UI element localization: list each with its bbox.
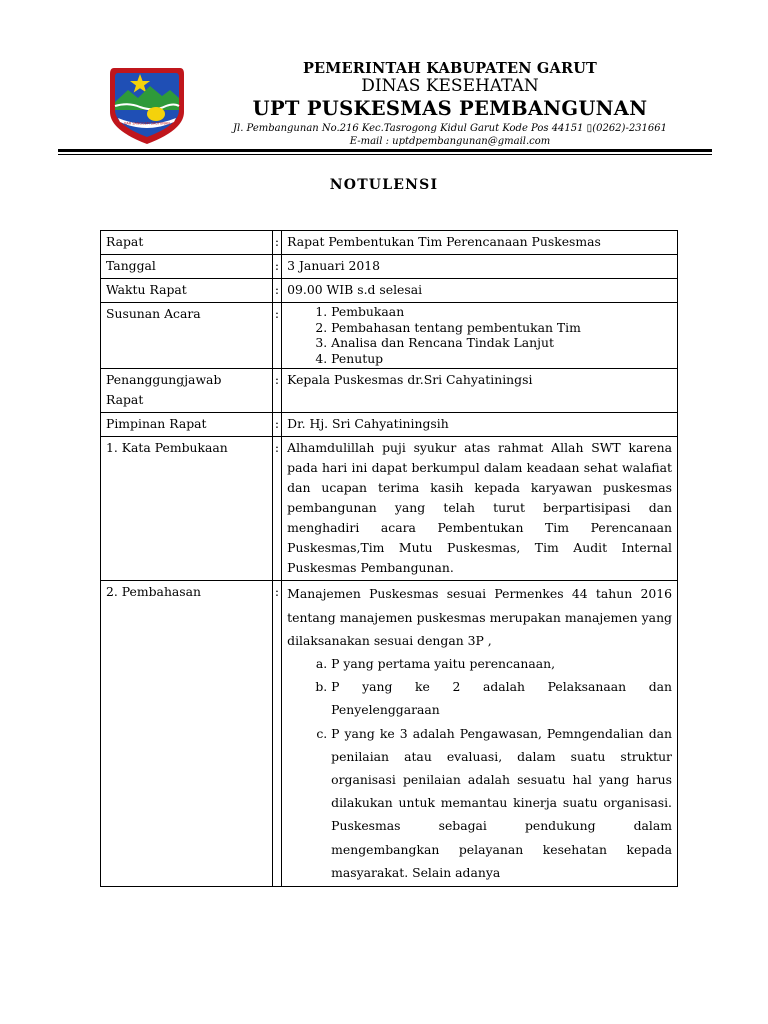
separator: : xyxy=(272,303,281,369)
letterhead-government: PEMERINTAH KABUPATEN GARUT xyxy=(302,60,598,77)
minutes-table xyxy=(100,230,678,887)
value-waktu: 09.00 WIB s.d selesai xyxy=(282,279,678,303)
label-line: Penanggungjawab xyxy=(106,372,222,388)
label-susunan-acara: Susunan Acara xyxy=(101,303,273,369)
row-pimpinan xyxy=(101,413,678,437)
letterhead-address: Jl. Pembangunan No.216 Kec.Tasrogong Kidul Garut Kode Pos 44151 ▯(0262)-231661 xyxy=(232,123,667,134)
kabupaten-garut-logo xyxy=(104,60,190,146)
row-susunan-acara xyxy=(101,303,678,369)
letterhead-unit: UPT PUSKESMAS PEMBANGUNAN xyxy=(252,97,648,120)
separator: : xyxy=(272,279,281,303)
label-pembahasan: 2. Pembahasan xyxy=(101,581,273,887)
agenda-item: 4. Penutup xyxy=(331,351,672,367)
value-pimpinan: Dr. Hj. Sri Cahyatiningsih xyxy=(282,413,678,437)
row-penanggungjawab xyxy=(101,369,678,413)
row-waktu xyxy=(101,279,678,303)
value-penanggungjawab: Kepala Puskesmas dr.Sri Cahyatiningsi xyxy=(282,369,678,413)
separator: : xyxy=(272,437,281,581)
document-title: NOTULENSI xyxy=(329,177,439,193)
letterhead-rule-thin xyxy=(58,154,712,155)
separator: : xyxy=(272,255,281,279)
row-kata-pembukaan xyxy=(101,437,678,581)
letterhead-email: E-mail : uptdpembangunan@gmail.com xyxy=(349,136,551,147)
separator: : xyxy=(272,581,281,887)
pembahasan-intro: Manajemen Puskesmas sesuai Permenkes 44 tahun 2016 tentang manajemen puskesmas merupakan manajemen yang dilaksanakan sesuai dengan 3P , xyxy=(287,586,672,648)
row-tanggal xyxy=(101,255,678,279)
label-rapat: Rapat xyxy=(101,231,273,255)
agenda-item: 2. Pembahasan tentang pembentukan Tim xyxy=(331,320,672,336)
value-susunan-acara xyxy=(282,303,678,369)
separator: : xyxy=(272,231,281,255)
row-pembahasan xyxy=(101,581,678,887)
label-tanggal: Tanggal xyxy=(101,255,273,279)
letterhead-agency: DINAS KESEHATAN xyxy=(361,76,539,96)
value-pembahasan xyxy=(282,581,678,887)
label-kata-pembukaan: 1. Kata Pembukaan xyxy=(101,437,273,581)
separator: : xyxy=(272,369,281,413)
pembahasan-item: b. P yang ke 2 adalah Pelaksanaan dan Penyelenggaraan xyxy=(331,675,672,721)
pembahasan-list xyxy=(287,652,672,884)
row-rapat xyxy=(101,231,678,255)
letterhead xyxy=(200,60,700,148)
label-pimpinan: Pimpinan Rapat xyxy=(101,413,273,437)
value-rapat: Rapat Pembentukan Tim Perencanaan Puskesmas xyxy=(282,231,678,255)
label-penanggungjawab xyxy=(101,369,273,413)
label-line: Rapat xyxy=(106,392,144,408)
separator: : xyxy=(272,413,281,437)
pembahasan-item: c. P yang ke 3 adalah Pengawasan, Pemngendalian dan penilaian atau evaluasi, dalam suatu struktur organisasi penilaian adalah sesuatu hal yang harus dilakukan untuk memantau kinerja suatu organisasi. Puskesmas sebagai pendukung dalam mengembangkan pelayanan kesehatan kepada masyarakat. Selain adanya xyxy=(331,722,672,884)
agenda-list xyxy=(287,304,672,366)
pembahasan-item: a. P yang pertama yaitu perencanaan, xyxy=(331,652,672,675)
label-waktu: Waktu Rapat xyxy=(101,279,273,303)
agenda-item: 3. Analisa dan Rencana Tindak Lanjut xyxy=(331,335,672,351)
value-tanggal: 3 Januari 2018 xyxy=(282,255,678,279)
value-kata-pembukaan: Alhamdulillah puji syukur atas rahmat Allah SWT karena pada hari ini dapat berkumpul dalam keadaan sehat walafiat dan ucapan terima kasih kepada karyawan puskesmas pembangunan yang telah turut berpartisipasi dan menghadiri acara Pembentukan Tim Perencanaan Puskesmas,Tim Mutu Puskesmas, Tim Audit Internal Puskesmas Pembangunan. xyxy=(282,437,678,581)
letterhead-rule-thick xyxy=(58,149,712,152)
logo-motto: BAR SANGGEM SAUYUNAN xyxy=(124,121,170,126)
agenda-item: 1. Pembukaan xyxy=(331,304,672,320)
